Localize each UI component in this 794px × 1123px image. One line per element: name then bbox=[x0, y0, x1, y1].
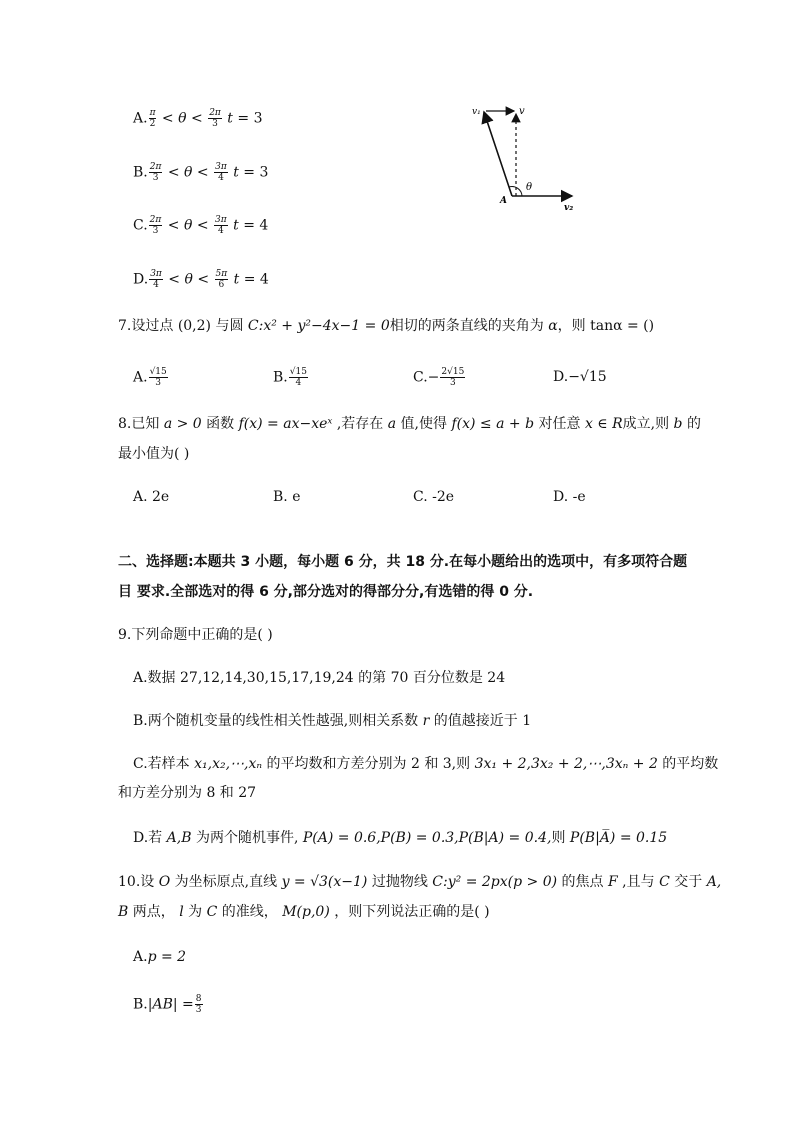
section-2-header-line2: 目 要求.全部选对的得 6 分,部分选对的得部分分,有选错的得 0 分. bbox=[118, 584, 534, 600]
q9-stem: 9.下列命题中正确的是( ) bbox=[118, 627, 273, 643]
fraction: $\frac{3\pi}{4}$ bbox=[215, 215, 227, 236]
fraction: $\frac{5\pi}{6}$ bbox=[215, 269, 228, 290]
a-label: A bbox=[500, 196, 507, 206]
fraction: $\frac{3\pi}{4}$ bbox=[215, 162, 227, 183]
q6-option-c: C. $\frac{2\pi}{3}$ < θ < $\frac{3\pi}{4}$ t = 4 bbox=[133, 215, 269, 236]
q10-option-b: B.|AB| = $\frac{8}{3}$ bbox=[133, 994, 202, 1015]
q7-option-a: A. $\frac{√15}{3}$ bbox=[133, 367, 167, 388]
q7-option-c: C.− $\frac{2√15}{3}$ bbox=[413, 367, 465, 388]
q8-option-d: D. -e bbox=[553, 489, 586, 505]
fraction: $\frac{\pi}{2}$ bbox=[149, 108, 156, 129]
q9-option-c-line2: 和方差分别为 8 和 27 bbox=[118, 785, 257, 801]
q8-option-a: A. 2e bbox=[133, 489, 170, 505]
fraction: $\frac{2\pi}{3}$ bbox=[149, 162, 162, 183]
q9-option-c-line1: C.若样本 x₁,x₂,⋯,xₙ 的平均数和方差分别为 2 和 3,则 3x₁ + 2,3x₂ + 2,⋯,3xₙ + 2 的平均数 bbox=[133, 756, 719, 772]
v2-label: v₂ bbox=[564, 203, 574, 213]
fraction: $\frac{2\pi}{3}$ bbox=[209, 108, 221, 129]
q8-stem-line2: 最小值为( ) bbox=[118, 446, 190, 462]
v1-label: v₁ bbox=[472, 107, 481, 117]
v-label: v bbox=[519, 106, 525, 117]
section-2-header-line1: 二、选择题:本题共 3 小题，每小题 6 分，共 18 分.在每小题给出的选项中，有多项符合题 bbox=[118, 554, 688, 570]
q8-option-b: B. e bbox=[273, 489, 301, 505]
q10-stem-line2: B 两点， l 为 C 的准线， M(p,0) ，则下列说法正确的是( ) bbox=[118, 904, 490, 920]
q6-option-d: D. $\frac{3\pi}{4}$ < θ < $\frac{5\pi}{6}$ t = 4 bbox=[133, 269, 269, 290]
fraction: $\frac{3\pi}{4}$ bbox=[150, 269, 162, 290]
q7-option-b: B. $\frac{√15}{4}$ bbox=[273, 367, 307, 388]
q6-option-a: A. $\frac{\pi}{2}$ < θ < $\frac{2\pi}{3}$ t = 3 bbox=[133, 108, 263, 129]
q7-option-d: D.−√15 bbox=[553, 369, 607, 385]
q6-option-b: B. $\frac{2\pi}{3}$ < θ < $\frac{3\pi}{4}$ t = 3 bbox=[133, 162, 269, 183]
q8-option-c: C. -2e bbox=[413, 489, 455, 505]
q10-stem-line1: 10.设 O 为坐标原点,直线 y = √3(x−1) 过抛物线 C:y² = 2px(p > 0) 的焦点 F ,且与 C 交于 A, bbox=[118, 874, 722, 890]
theta-label: θ bbox=[526, 182, 533, 193]
q9-option-a: A.数据 27,12,14,30,15,17,19,24 的第 70 百分位数是 24 bbox=[133, 670, 506, 686]
q8-stem-line1: 8.已知 a > 0 函数 f(x) = ax−xeˣ ,若存在 a 值,使得 f(x) ≤ a + b 对任意 x ∈ R成立,则 b 的 bbox=[118, 416, 701, 432]
q7-stem: 7.设过点 (0,2) 与圆 C:x² + y²−4x−1 = 0相切的两条直线的夹角为 α，则 tanα = () bbox=[118, 318, 655, 334]
q9-option-d: D.若 A,B 为两个随机事件, P(A) = 0.6,P(B) = 0.3,P(B|A) = 0.4,则 P(B|A̅) = 0.15 bbox=[133, 830, 668, 846]
v1-vector bbox=[484, 112, 512, 196]
fraction: $\frac{2\pi}{3}$ bbox=[149, 215, 162, 236]
velocity-vector-diagram bbox=[462, 100, 592, 215]
q9-option-b: B.两个随机变量的线性相关性越强,则相关系数 r 的值越接近于 1 bbox=[133, 713, 532, 729]
q10-option-a: A.p = 2 bbox=[133, 949, 187, 965]
